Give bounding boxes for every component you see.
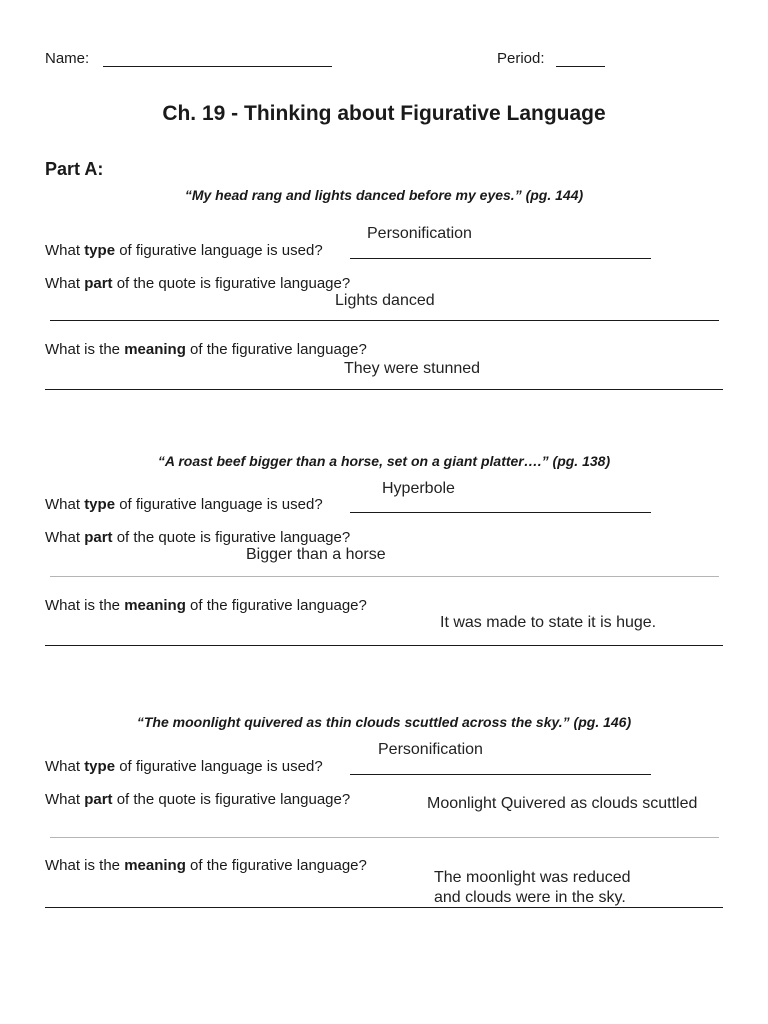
meaning-blank-1[interactable] xyxy=(45,389,723,390)
meaning-answer-3-line2: and clouds were in the sky. xyxy=(434,889,626,906)
part-blank-1[interactable] xyxy=(50,320,719,321)
name-label: Name: xyxy=(45,50,90,67)
type-question-2: What type of figurative language is used? xyxy=(45,496,323,513)
part-blank-3[interactable] xyxy=(50,837,719,838)
type-question-1: What type of figurative language is used? xyxy=(45,242,323,259)
part-question-3: What part of the quote is figurative language? xyxy=(45,791,351,808)
meaning-answer-1: They were stunned xyxy=(344,360,481,377)
quote-1: “My head rang and lights danced before my eyes.” (pg. 144) xyxy=(184,187,584,203)
part-heading: Part A: xyxy=(45,159,104,179)
type-blank-1[interactable] xyxy=(350,258,651,259)
part-question-1: What part of the quote is figurative language? xyxy=(45,275,351,292)
period-label: Period: xyxy=(497,50,545,67)
page-title: Ch. 19 - Thinking about Figurative Language xyxy=(162,102,606,125)
meaning-answer-3-line1: The moonlight was reduced xyxy=(434,869,631,886)
part-answer-3: Moonlight Quivered as clouds scuttled xyxy=(427,795,698,812)
part-blank-2[interactable] xyxy=(50,576,719,577)
type-answer-3: Personification xyxy=(378,741,483,758)
meaning-question-2: What is the meaning of the figurative language? xyxy=(45,597,367,614)
name-blank[interactable] xyxy=(103,66,332,67)
quote-2: “A roast beef bigger than a horse, set on a giant platter….” (pg. 138) xyxy=(157,453,611,469)
meaning-answer-2: It was made to state it is huge. xyxy=(440,614,657,631)
period-blank[interactable] xyxy=(556,66,605,67)
part-answer-1: Lights danced xyxy=(335,292,435,309)
type-blank-2[interactable] xyxy=(350,512,651,513)
type-blank-3[interactable] xyxy=(350,774,651,775)
meaning-blank-3[interactable] xyxy=(45,907,723,908)
meaning-question-1: What is the meaning of the figurative language? xyxy=(45,341,367,358)
type-answer-2: Hyperbole xyxy=(382,480,455,497)
type-answer-1: Personification xyxy=(367,225,472,242)
type-question-3: What type of figurative language is used? xyxy=(45,758,323,775)
meaning-question-3: What is the meaning of the figurative language? xyxy=(45,857,367,874)
part-question-2: What part of the quote is figurative language? xyxy=(45,529,351,546)
quote-3: “The moonlight quivered as thin clouds scuttled across the sky.” (pg. 146) xyxy=(136,714,632,730)
meaning-blank-2[interactable] xyxy=(45,645,723,646)
part-answer-2: Bigger than a horse xyxy=(246,546,386,563)
